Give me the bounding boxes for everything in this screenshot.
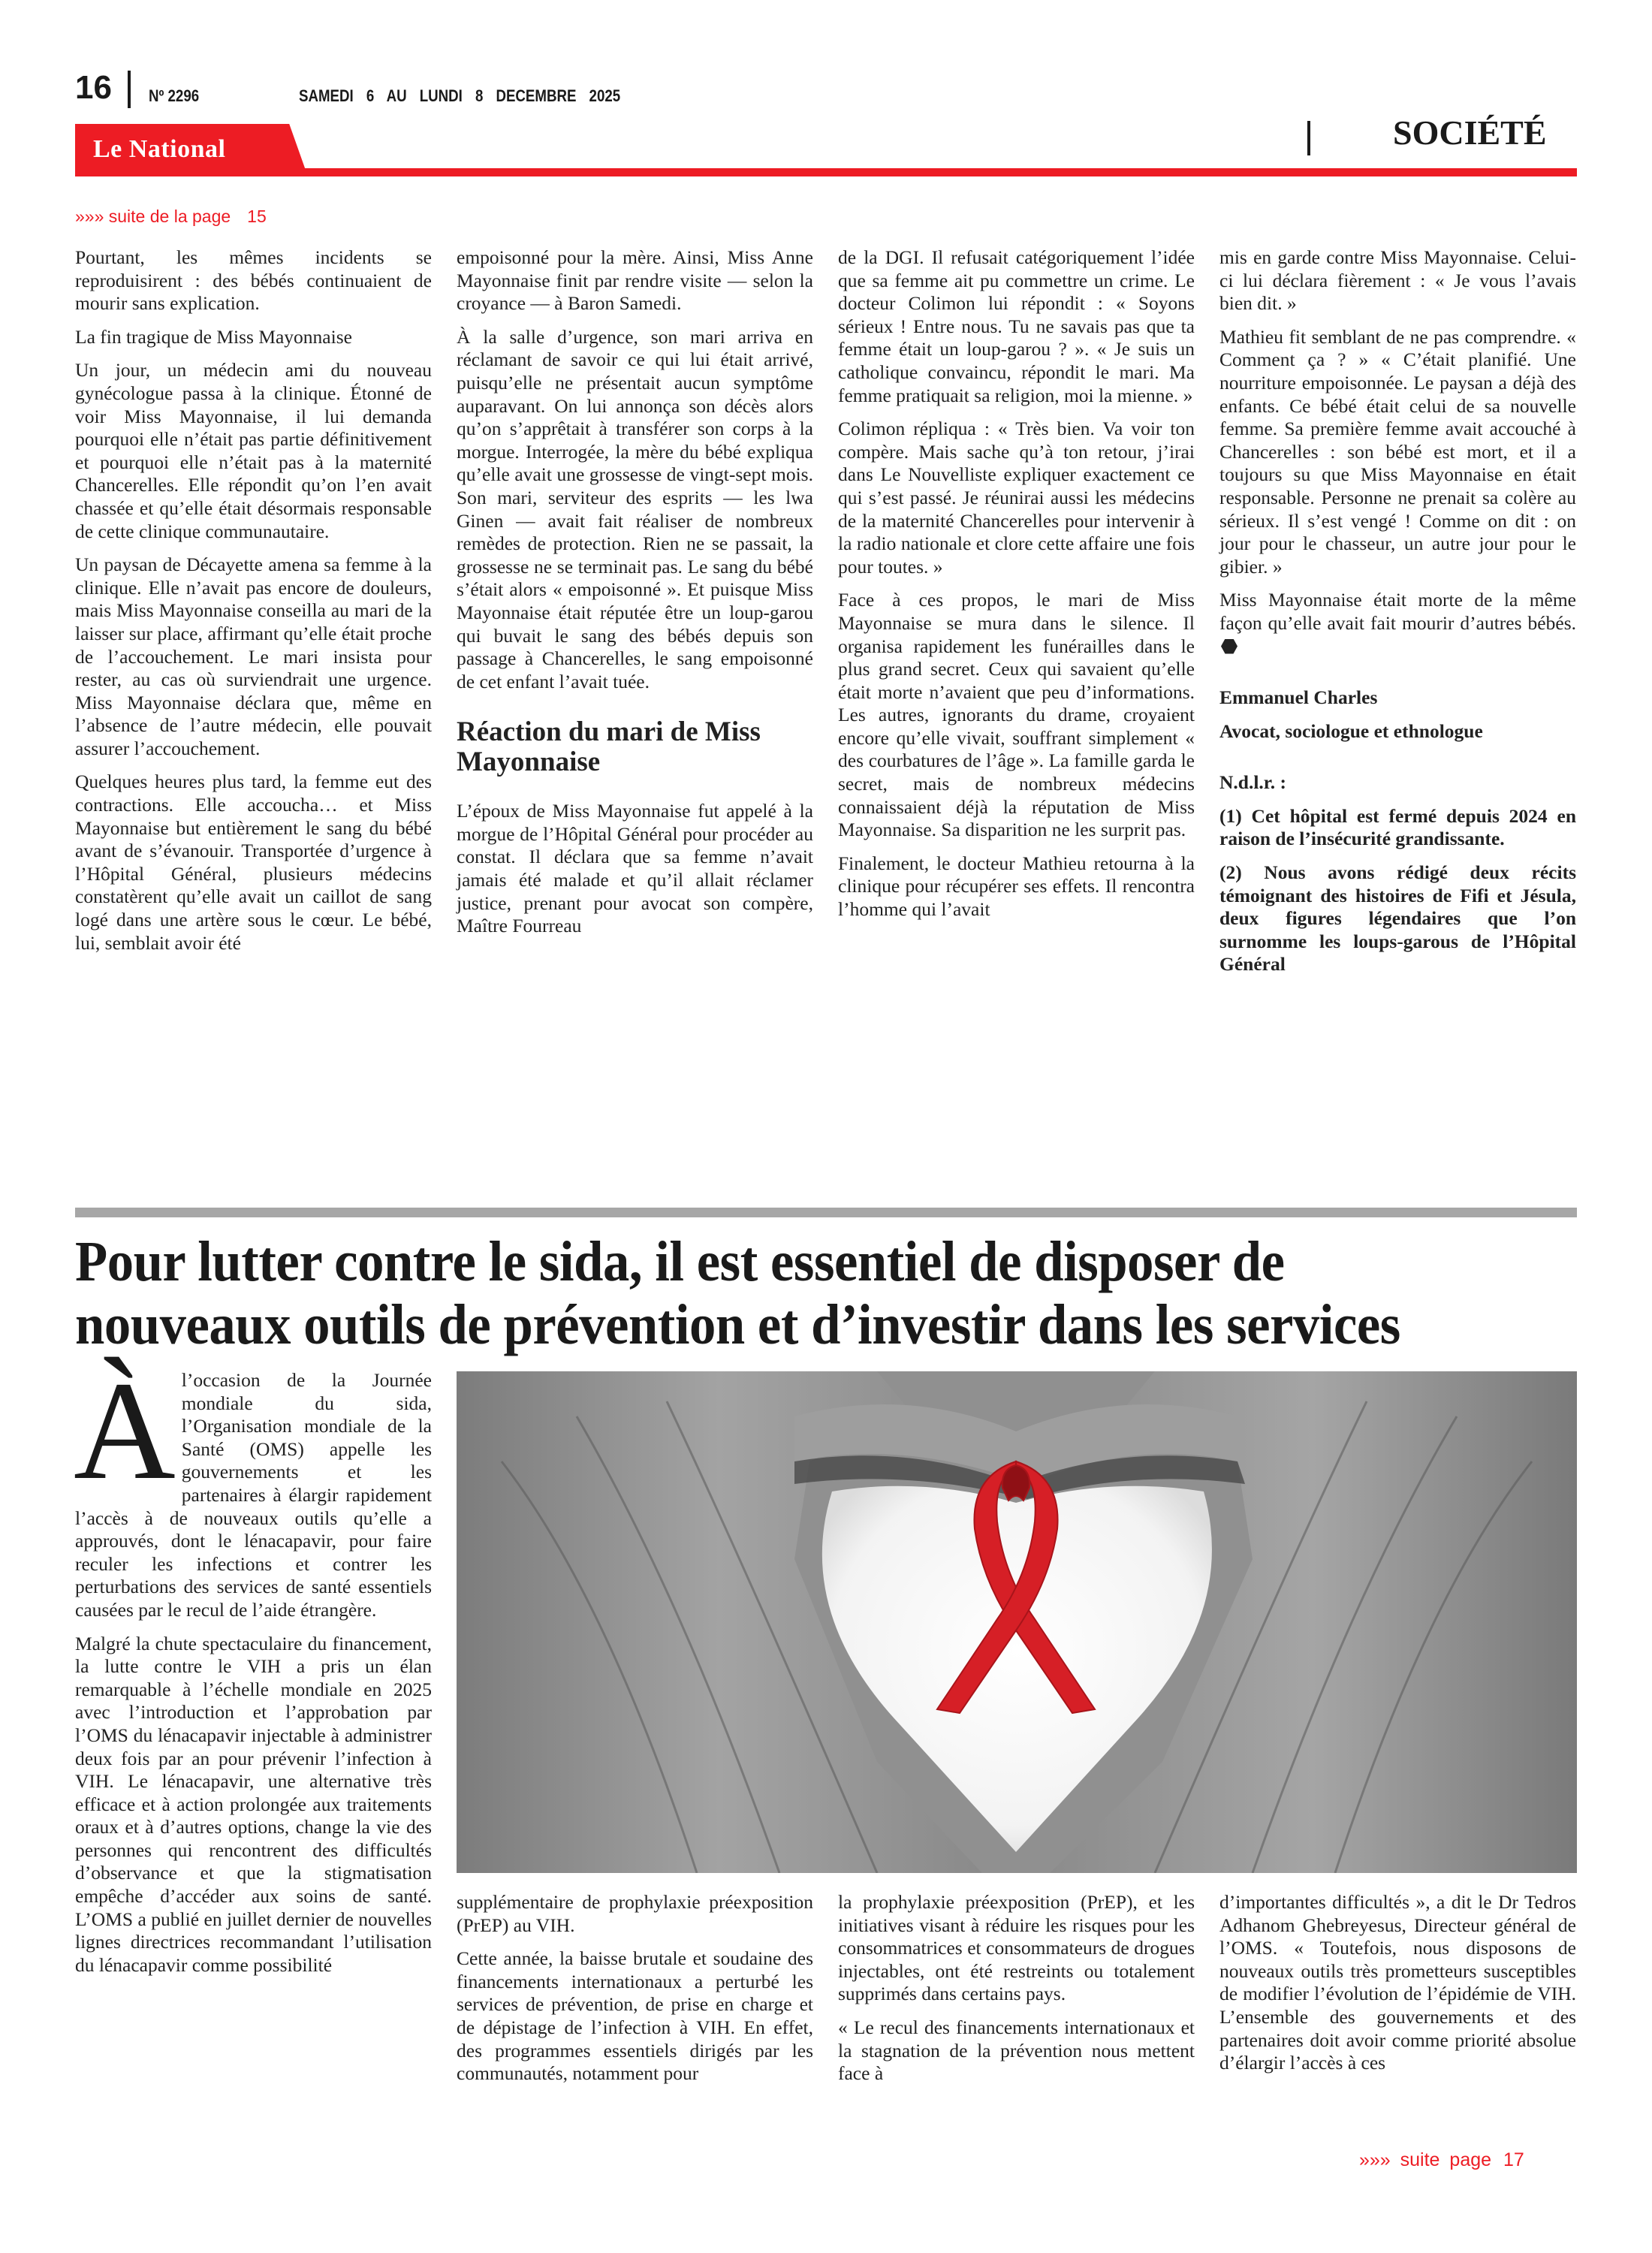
paragraph: Pourtant, les mêmes incidents se reproduisirent : des bébés continuaient de mourir sans explication.: [75, 246, 432, 315]
continued-on-page: 17: [1503, 2149, 1524, 2170]
article1-column-2: [457, 246, 813, 949]
editor-note-2: (2) Nous avons rédigé deux récits témoignant des histoires de Fifi et Jésula, deux figures légendaires que l’on surnomme les loups-garous de l’Hôpital Général: [1219, 861, 1576, 976]
newspaper-logo: Le National: [93, 135, 226, 163]
lead-paragraph: [74, 1352, 432, 1622]
paragraph-text: Miss Mayonnaise était morte de la même façon qu’elle avait fait mourir d’autres bébés.: [1219, 589, 1576, 634]
article1-column-4: [1219, 246, 1576, 987]
paragraph: Finalement, le docteur Mathieu retourna à la clinique pour récupérer ses effets. Il rencontra l’homme qui l’avait: [838, 852, 1195, 921]
paragraph: empoisonné pour la mère. Ainsi, Miss Anne Mayonnaise finit par rendre visite — selon la croyance — à Baron Samedi.: [457, 246, 813, 315]
headline-line-2: nouveaux outils de prévention et d’investir dans les services: [75, 1293, 1400, 1356]
article2-column-1: [74, 1352, 432, 1987]
paragraph: mis en garde contre Miss Mayonnaise. Celui-ci lui déclara fièrement : « Je vous l’avais bien dit. »: [1219, 246, 1576, 315]
article2-headline: [75, 1230, 1479, 1356]
section-title: SOCIÉTÉ: [1393, 113, 1547, 152]
paragraph: Quelques heures plus tard, la femme eut des contractions. Elle accoucha… et Miss Mayonnaise but entièrement le sang du bébé avant de s’évanouir. Transportée d’urgence à l’Hôpital Général, plusieurs médecins constatèrent qu’elle avait un caillot de sang logé dans une artère sous le cœur. Le bébé, lui, semblait avoir été: [75, 771, 432, 954]
inline-subhead: La fin tragique de Miss Mayonnaise: [75, 325, 352, 348]
paragraph: L’époux de Miss Mayonnaise fut appelé à la morgue de l’Hôpital Général pour procéder au constat. Il déclara que sa femme n’avait jamais été malade et qu’il allait réclamer justice, prenant pour avocat son compère, Maître Fourreau: [457, 800, 813, 937]
author-title: Avocat, sociologue et ethnologue: [1219, 719, 1483, 742]
continued-from[interactable]: [75, 207, 267, 227]
paragraph: Face à ces propos, le mari de Miss Mayonnaise se mura dans le silence. Il organisa rapidement les funérailles dans le plus grand secret. Ceux qui savaient qu’elle était morte n’avaient que peu d’informations. Les autres, ignorants du drame, croyaient encore qu’elle vivait, souffrant simplement « des courbatures de l’âge ». La famille garda le secret, mais de nombreux médecins connaissaient déjà la réputation de Miss Mayonnaise. Sa disparition ne les surprit pas.: [838, 589, 1195, 841]
header-separator: [128, 71, 131, 108]
article-photo: [457, 1371, 1577, 1873]
paragraph: supplémentaire de prophylaxie préexposition (PrEP) au VIH.: [457, 1891, 813, 1936]
paragraph: « Le recul des financements internationaux et la stagnation de la prévention nous mettent face à: [838, 2016, 1195, 2085]
article2-column-2: [457, 1891, 813, 2096]
section-separator: [1307, 121, 1310, 155]
hands-heart-red-ribbon-image: [457, 1371, 1577, 1873]
article-divider: [75, 1208, 1577, 1217]
paragraph: Malgré la chute spectaculaire du financement, la lutte contre le VIH a pris un élan remarquable à l’échelle mondiale en 2025 avec l’introduction et l’approbation par l’OMS du lénacapavir injectable à administrer deux fois par an pour prévenir l’infection à VIH. Le lénacapavir, une alternative très efficace et à action prolongée aux traitements oraux et à d’autres options, change la vie des personnes qui rencontrent des difficultés d’observance et que la stigmatisation empêche d’accéder aux soins de santé. L’OMS a publié en juillet dernier de nouvelles lignes directrices recommandant l’utilisation du lénacapavir comme possibilité: [75, 1632, 432, 1976]
final-paragraph: [1219, 589, 1576, 658]
editor-note-label: N.d.l.r. :: [1219, 771, 1287, 794]
continued-on[interactable]: [1359, 2149, 1524, 2171]
paragraph: Un paysan de Décayette amena sa femme à la clinique. Elle n’avait pas encore de douleurs, mais Miss Mayonnaise conseilla au mari de la laisser sur place, affirmant qu’elle était proche de l’accouchement. Le mari insista pour rester, au cas où surviendrait une urgence. Miss Mayonnaise déclara que, même en l’absence de l’autre médecin, elle pouvait assurer l’accouchement.: [75, 553, 432, 759]
paragraph: Mathieu fit semblant de ne pas comprendre. « Comment ça ? » « C’était planifié. Une nourriture empoisonnée. Le paysan a déjà des enfants. Ce bébé était celui de sa nouvelle femme. Sa première femme avait accouché à Chancerelles : son bébé est mort, et il a toujours su que Miss Mayonnaise en était responsable. Personne ne prenait sa colère au sérieux. Il s’est vengé ! Comme on dit : on jour pour le chasseur, un autre jour pour le gibier. »: [1219, 325, 1576, 578]
author-name: Emmanuel Charles: [1219, 686, 1378, 709]
editor-note-1: (1) Cet hôpital est fermé depuis 2024 en raison de l’insécurité grandissante.: [1219, 804, 1576, 850]
article1-column-3: [838, 246, 1195, 932]
paragraph: Colimon répliqua : « Très bien. Va voir ton compère. Mais sache qu’à ton retour, j’irai dans Le Nouvelliste expliquer exactement ce qui s’est passé. Je réunirai aussi les médecins de la maternité Chancerelles pour intervenir à la radio nationale et clore cette affaire une fois pour toutes. »: [838, 418, 1195, 578]
continued-from-label: »»» suite de la page: [75, 207, 231, 226]
issue-date: SAMEDI 6 AU LUNDI 8 DECEMBRE 2025: [299, 86, 621, 105]
drop-cap: À: [74, 1352, 176, 1509]
paragraph: d’importantes difficultés », a dit le Dr Tedros Adhanom Ghebreyesus, Directeur général de l’OMS. « Toutefois, nous disposons de nouveaux outils très prometteurs susceptibles de modifier l’évolution de l’épidémie de VIH. L’ensemble des gouvernements et des partenaires doit avoir comme priorité absolue d’élargir l’accès à ces: [1219, 1891, 1576, 2074]
article2-column-4: [1219, 1891, 1576, 2086]
paragraph: Un jour, un médecin ami du nouveau gynécologue passa à la clinique. Étonné de voir Miss Mayonnaise, il lui demanda pourquoi elle n’était pas partie définitivement et pourquoi elle n’était pas à la maternité Chancerelles. Elle répondit qu’on l’en avait chassée et qu’elle était désormais responsable de cette clinique communautaire.: [75, 359, 432, 542]
paragraph: À la salle d’urgence, son mari arriva en réclamant de savoir ce qui lui était arrivé, puisqu’elle ne présentait aucun symptôme auparavant. On lui annonça son décès alors qu’on s’apprêtait à transférer son corps à la morgue. Interrogée, la mère du bébé expliqua qu’elle avait une grossesse de vingt-sept mois. Son mari, serviteur des esprits — les lwa Ginen — avait fait réaliser de nombreux remèdes de protection. Rien ne se passait, la grossesse ne se terminait pas. Le sang du bébé s’était alors « empoisonné ». Et puisque Miss Mayonnaise était réputée être un loup-garou qui buvait le sang des bébés depuis son passage à Chancerelles, le sang empoisonné de cet enfant l’avait tuée.: [457, 325, 813, 692]
issue-number: Nº 2296: [149, 86, 200, 105]
article2-column-3: [838, 1891, 1195, 2096]
page-number: 16: [75, 69, 112, 106]
paragraph: Cette année, la baisse brutale et soudaine des financements internationaux a perturbé les services de prévention, de prise en charge et de dépistage de l’infection à VIH. En effet, des programmes essentiels dirigés par les communautés, notamment pour: [457, 1947, 813, 2085]
paragraph-text: l’occasion de la Journée mondiale du sida, l’Organisation mondiale de la Santé (OMS) appelle les gouvernements et les partenaires à élargir rapidement l’accès à de nouveaux outils qu’elle a approuvés, dont le lénacapavir, pour faire reculer les infections et contrer les perturbations des services de santé essentiels causées par le recul de l’aide étrangère.: [75, 1369, 432, 1621]
paragraph: la prophylaxie préexposition (PrEP), et les initiatives visant à réduire les risques pour les consommatrices et consommateurs de drogues injectables, ont été restreints ou totalement supprimés dans certains pays.: [838, 1891, 1195, 2005]
continued-from-page: 15: [247, 207, 267, 226]
end-of-article-icon: [1221, 639, 1237, 654]
continued-on-label: »»» suite page: [1359, 2149, 1492, 2170]
article1-column-1: [75, 246, 432, 965]
headline-line-1: Pour lutter contre le sida, il est essentiel de disposer de: [75, 1230, 1285, 1293]
section-subheading: Réaction du mari de Miss Mayonnaise: [457, 716, 761, 778]
paragraph: de la DGI. Il refusait catégoriquement l’idée que sa femme ait pu commettre un crime. Le docteur Colimon lui répondit : « Soyons sérieux ! Entre nous. Tu ne savais pas que ta femme était un loup-garou ? ». « Je suis un catholique convaincu, répondit le mari. Ma femme pratiquait sa religion, moi la mienne. »: [838, 246, 1195, 406]
